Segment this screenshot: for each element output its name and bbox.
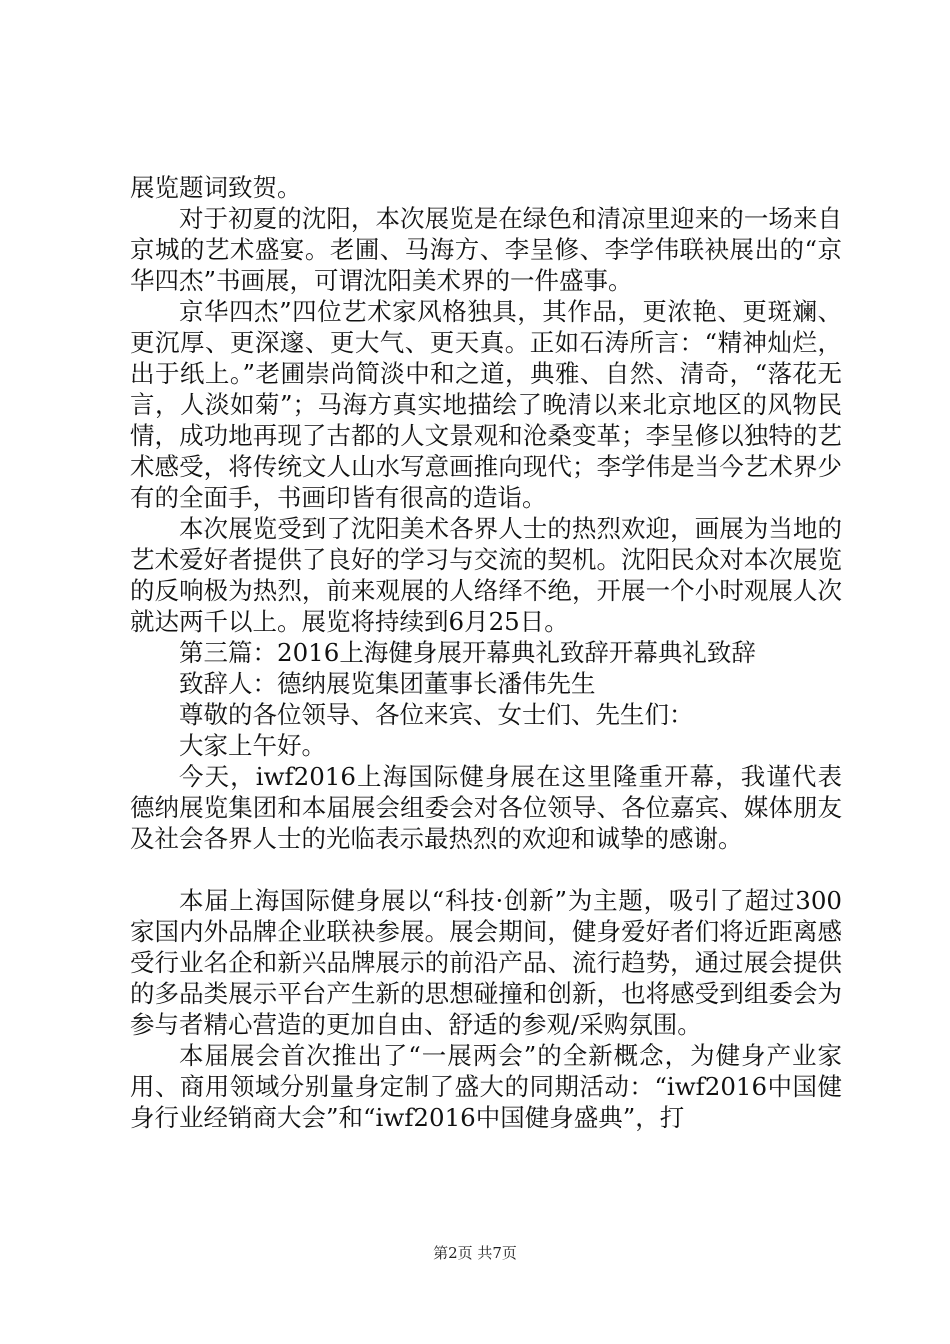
paragraph-3: 京华四杰”四位艺术家风格独具，其作品，更浓艳、更斑斓、更沉厚、更深邃、更大气、更天真。正如石涛所言：“精神灿烂，出于纸上。”老圃崇尚简淡中和之道，典雅、自然、清奇，“落花无言，人淡如菊”；马海方真实地描绘了晚清以来北京地区的风物民情，成功地再现了古都的人文景观和沧桑变革；李呈修以独特的艺术感受，将传统文人山水写意画推向现代；李学伟是当今艺术界少有的全面手，书画印皆有很高的造诣。 — [130, 297, 842, 512]
paragraph-2: 对于初夏的沈阳，本次展览是在绿色和清凉里迎来的一场来自京城的艺术盛宴。老圃、马海方、李呈修、李学伟联袂展出的“京华四杰”书画展，可谓沈阳美术界的一件盛事。 — [130, 204, 842, 295]
paragraph-4: 本次展览受到了沈阳美术各界人士的热烈欢迎，画展为当地的艺术爱好者提供了良好的学习与交流的契机。沈阳民众对本次展览的反响极为热烈，前来观展的人络绎不绝，开展一个小时观展人次就达两千以上。展览将持续到6月25日。 — [130, 514, 842, 636]
paragraph-1: 展览题词致贺。 — [130, 173, 302, 202]
greeting: 大家上午好。 — [179, 731, 326, 760]
salutation: 尊敬的各位领导、各位来宾、女士们、先生们： — [179, 700, 694, 729]
paragraph-gap — [130, 854, 842, 885]
paragraph-11: 本届展会首次推出了“一展两会”的全新概念，为健身产业家用、商用领域分别量身定制了盛大的同期活动：“iwf2016中国健身行业经销商大会”和“iwf2016中国健身盛典”，打 — [130, 1041, 842, 1132]
page-footer: 第2页 共7页 — [433, 1244, 517, 1262]
speaker-line: 致辞人：德纳展览集团董事长潘伟先生 — [179, 669, 596, 698]
paragraph-9: 今天，iwf2016上海国际健身展在这里隆重开幕，我谨代表德纳展览集团和本届展会组委会对各位领导、各位嘉宾、媒体朋友及社会各界人士的光临表示最热烈的欢迎和诚挚的感谢。 — [130, 762, 842, 853]
document-body — [130, 172, 842, 1133]
paragraph-10: 本届上海国际健身展以“科技·创新”为主题，吸引了超过300家国内外品牌企业联袂参展。展会期间，健身爱好者们将近距离感受行业名企和新兴品牌展示的前沿产品、流行趋势，通过展会提供的多品类展示平台产生新的思想碰撞和创新，也将感受到组委会为参与者精心营造的更加自由、舒适的参观/采购氛围。 — [130, 886, 842, 1039]
section-heading: 第三篇：2016上海健身展开幕典礼致辞开幕典礼致辞 — [179, 638, 756, 667]
